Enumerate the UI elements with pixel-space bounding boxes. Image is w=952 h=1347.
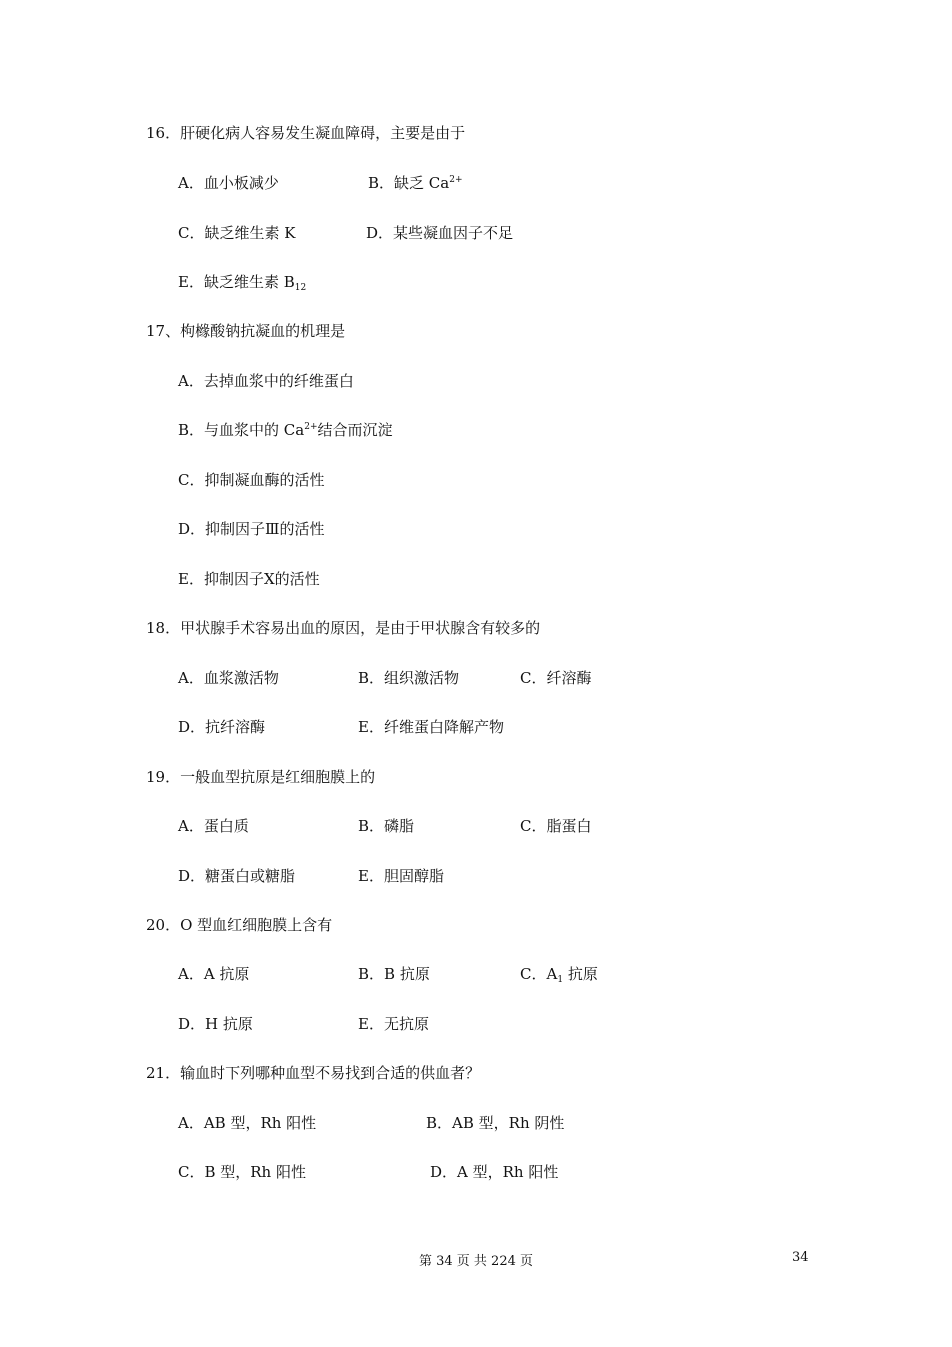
question-20-option-e: E．无抗原 xyxy=(358,1015,429,1033)
option-text-cont: 抗原 xyxy=(563,965,598,983)
subscript: 12 xyxy=(294,283,307,293)
question-16-option-e xyxy=(178,272,306,295)
question-19-option-e: E．胆固醇脂 xyxy=(358,867,444,885)
question-17-option-a: A．去掉血浆中的纤维蛋白 xyxy=(178,372,354,390)
question-20-option-c xyxy=(520,964,598,987)
question-18-option-e: E．纤维蛋白降解产物 xyxy=(358,718,504,736)
question-16-option-d: D．某些凝血因子不足 xyxy=(366,224,514,242)
page-number: 34 xyxy=(792,1250,809,1265)
question-18-option-d: D．抗纤溶酶 xyxy=(178,718,266,736)
option-text: B．与血浆中的 Ca xyxy=(178,421,305,439)
question-16-stem: 16．肝硬化病人容易发生凝血障碍，主要是由于 xyxy=(146,124,466,142)
question-18-option-a: A．血浆激活物 xyxy=(178,669,279,687)
question-21-stem: 21．输血时下列哪种血型不易找到合适的供血者？ xyxy=(146,1064,481,1082)
question-17-option-c: C．抑制凝血酶的活性 xyxy=(178,471,325,489)
question-21-option-b: B．AB 型，Rh 阴性 xyxy=(426,1114,565,1132)
question-20-option-b: B．B 抗原 xyxy=(358,965,430,983)
question-17-option-b xyxy=(178,420,393,443)
superscript: 2+ xyxy=(449,175,463,185)
superscript: 2+ xyxy=(304,422,318,432)
question-20-stem: 20．O 型血红细胞膜上含有 xyxy=(146,916,333,934)
question-21-option-a: A．AB 型，Rh 阳性 xyxy=(178,1114,317,1132)
option-text-cont: 结合而沉淀 xyxy=(317,421,393,439)
question-17-option-e: E．抑制因子Ⅹ的活性 xyxy=(178,570,320,588)
option-text: B．缺乏 Ca xyxy=(368,174,450,192)
question-19-option-a: A．蛋白质 xyxy=(178,817,249,835)
question-18-option-b: B．组织激活物 xyxy=(358,669,460,687)
option-text: E．缺乏维生素 B xyxy=(178,273,295,291)
question-16-option-c: C．缺乏维生素 K xyxy=(178,224,296,242)
question-19-option-d: D．糖蛋白或糖脂 xyxy=(178,867,296,885)
subscript: 1 xyxy=(557,975,564,985)
question-17-stem: 17、枸橼酸钠抗凝血的机理是 xyxy=(146,322,346,340)
question-19-option-b: B．磷脂 xyxy=(358,817,415,835)
question-18-option-c: C．纤溶酶 xyxy=(520,669,592,687)
question-21-option-c: C．B 型，Rh 阳性 xyxy=(178,1163,306,1181)
option-text: C．A xyxy=(520,965,558,983)
question-19-option-c: C．脂蛋白 xyxy=(520,817,592,835)
question-16-option-a: A．血小板减少 xyxy=(178,174,279,192)
question-21-option-d: D．A 型，Rh 阳性 xyxy=(430,1163,559,1181)
question-20-option-a: A．A 抗原 xyxy=(178,965,250,983)
question-19-stem: 19．一般血型抗原是红细胞膜上的 xyxy=(146,768,376,786)
question-20-option-d: D．H 抗原 xyxy=(178,1015,253,1033)
question-17-option-d: D．抑制因子Ⅲ的活性 xyxy=(178,520,325,538)
question-18-stem: 18．甲状腺手术容易出血的原因，是由于甲状腺含有较多的 xyxy=(146,619,541,637)
question-16-option-b xyxy=(368,173,463,196)
page-info: 第 34 页 共 224 页 xyxy=(418,1254,534,1269)
